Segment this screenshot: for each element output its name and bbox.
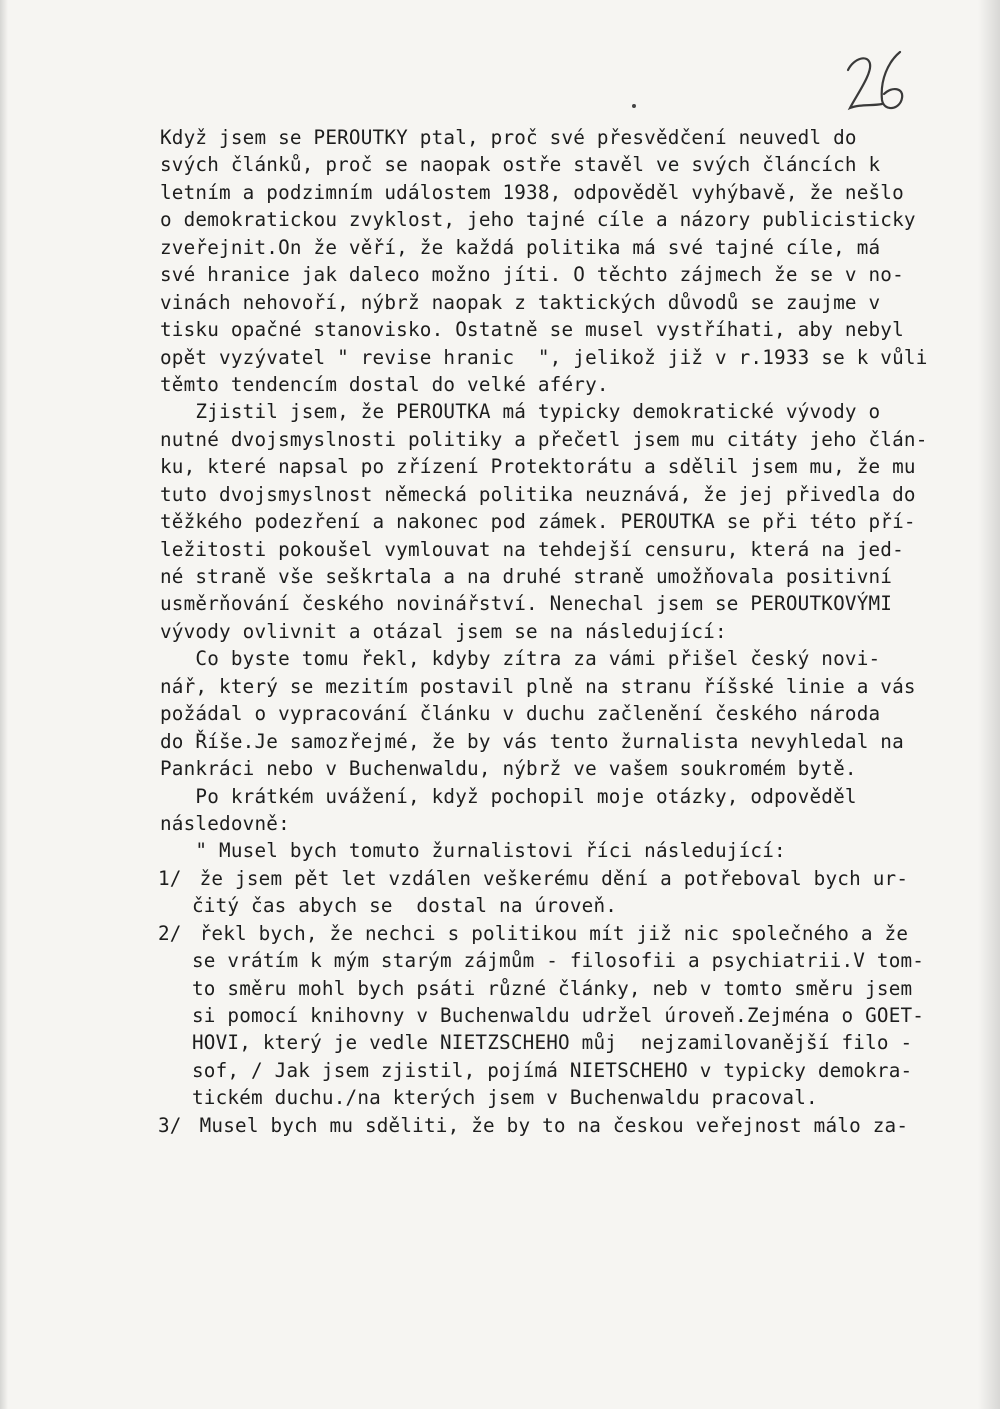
text-line: HOVI, který je vedle NIETZSCHEHO můj nejzamilovanější filo - bbox=[192, 1031, 913, 1055]
text-line: tisku opačné stanovisko. Ostatně se musel vystříhati, aby nebyl bbox=[160, 318, 904, 342]
list-number: 1/ bbox=[158, 866, 182, 890]
text-line: vývody ovlivnit a otázal jsem se na následující: bbox=[160, 619, 727, 643]
text-line: né straně vše seškrtala a na druhé straně umožňovala positivní bbox=[160, 565, 893, 588]
list-line bbox=[158, 920, 960, 947]
text-line: opět vyzývatel " revise hranic ", jelikož již v r.1933 se k vůli bbox=[160, 345, 928, 369]
text-line: " Musel bych tomuto žurnalistovi říci následující: bbox=[160, 839, 786, 863]
text-line: Když jsem se PEROUTKY ptal, proč své přesvědčení neuvedl do bbox=[160, 126, 857, 149]
text-line: si pomocí knihovny v Buchenwaldu udržel úroveň.Zejména o GOET- bbox=[192, 1004, 925, 1028]
text-line: svých článků, proč se naopak ostře stavěl ve svých článcích k bbox=[160, 153, 881, 177]
text-line: sof, / Jak jsem zjistil, pojímá NIETSCHEHO v typicky demokra- bbox=[192, 1058, 913, 1082]
text-line: nář, který se mezitím postavil plně na stranu říšské linie a vás bbox=[160, 674, 916, 698]
list-line bbox=[158, 1112, 960, 1139]
text-line: nutné dvojsmyslnosti politiky a přečetl jsem mu citáty jeho člán- bbox=[160, 427, 928, 451]
text-line: letním a podzimním událostem 1938, odpověděl vyhýbavě, že nešlo bbox=[160, 180, 904, 204]
text-line: požádal o vypracování článku v duchu začlenění českého národa bbox=[160, 702, 881, 726]
text-line: své hranice jak daleco možno jíti. O těchto zájmech že se v no- bbox=[160, 263, 904, 287]
text-line: že jsem pět let vzdálen veškerému dění a potřeboval bych ur- bbox=[199, 866, 909, 890]
text-line: těžkého podezření a nakonec pod zámek. PEROUTKA se při této pří- bbox=[160, 510, 916, 534]
text-line: se vrátím k mým starým zájmům - filosofii a psychiatrii.V tom- bbox=[192, 949, 925, 973]
text-line: tuto dvojsmyslnost německá politika neuznává, že jej přivedla do bbox=[160, 482, 916, 506]
text-line: Zjistil jsem, že PEROUTKA má typicky demokratické vývody o bbox=[160, 400, 881, 424]
text-line: to směru mohl bych psáti různé články, neb v tomto směru jsem bbox=[192, 976, 913, 1000]
typed-text-body bbox=[160, 124, 960, 1139]
ink-dot bbox=[632, 104, 636, 108]
list-number: 3/ bbox=[158, 1113, 182, 1137]
text-line: ležitosti pokoušel vymlouvat na tehdejší censuru, která na jed- bbox=[160, 537, 904, 561]
text-line: následovně: bbox=[160, 811, 290, 835]
text-line: Pankráci nebo v Buchenwaldu, nýbrž ve vašem soukromém bytě. bbox=[160, 757, 857, 781]
text-line: vinách nehovoří, nýbrž naopak z taktických důvodů se zaujme v bbox=[160, 290, 881, 314]
text-line: těmto tendencím dostal do velké aféry. bbox=[160, 372, 609, 396]
page-right-edge-shadow bbox=[978, 0, 1000, 1409]
text-line: do Říše.Je samozřejmé, že by vás tento žurnalista nevyhledal na bbox=[160, 729, 904, 753]
text-line: Co byste tomu řekl, kdyby zítra za vámi přišel český novi- bbox=[160, 647, 881, 671]
text-line: čitý čas abych se dostal na úroveň. bbox=[192, 894, 618, 918]
text-line: Po krátkém uvážení, když pochopil moje otázky, odpověděl bbox=[160, 784, 857, 808]
text-line: ku, které napsal po zřízení Protektorátu a sdělil jsem mu, že mu bbox=[160, 455, 916, 479]
text-line: řekl bych, že nechci s politikou mít již nic společného a že bbox=[199, 921, 909, 945]
text-line: zveřejnit.On že věří, že každá politika má své tajné cíle, má bbox=[160, 235, 881, 259]
handwritten-page-number bbox=[842, 44, 912, 124]
handwritten-page-number-drawing bbox=[842, 44, 912, 124]
list-line bbox=[158, 865, 960, 892]
text-line: o demokratickou zvyklost, jeho tajné cíle a názory publicisticky bbox=[160, 208, 916, 232]
page-left-edge bbox=[0, 0, 8, 1409]
text-line: usměrňování českého novinářství. Nenechal jsem se PEROUTKOVÝMI bbox=[160, 592, 893, 616]
list-number: 2/ bbox=[158, 921, 182, 945]
text-line: tickém duchu./na kterých jsem v Buchenwaldu pracoval. bbox=[192, 1086, 818, 1110]
text-line: Musel bych mu sděliti, že by to na českou veřejnost málo za- bbox=[199, 1113, 909, 1137]
